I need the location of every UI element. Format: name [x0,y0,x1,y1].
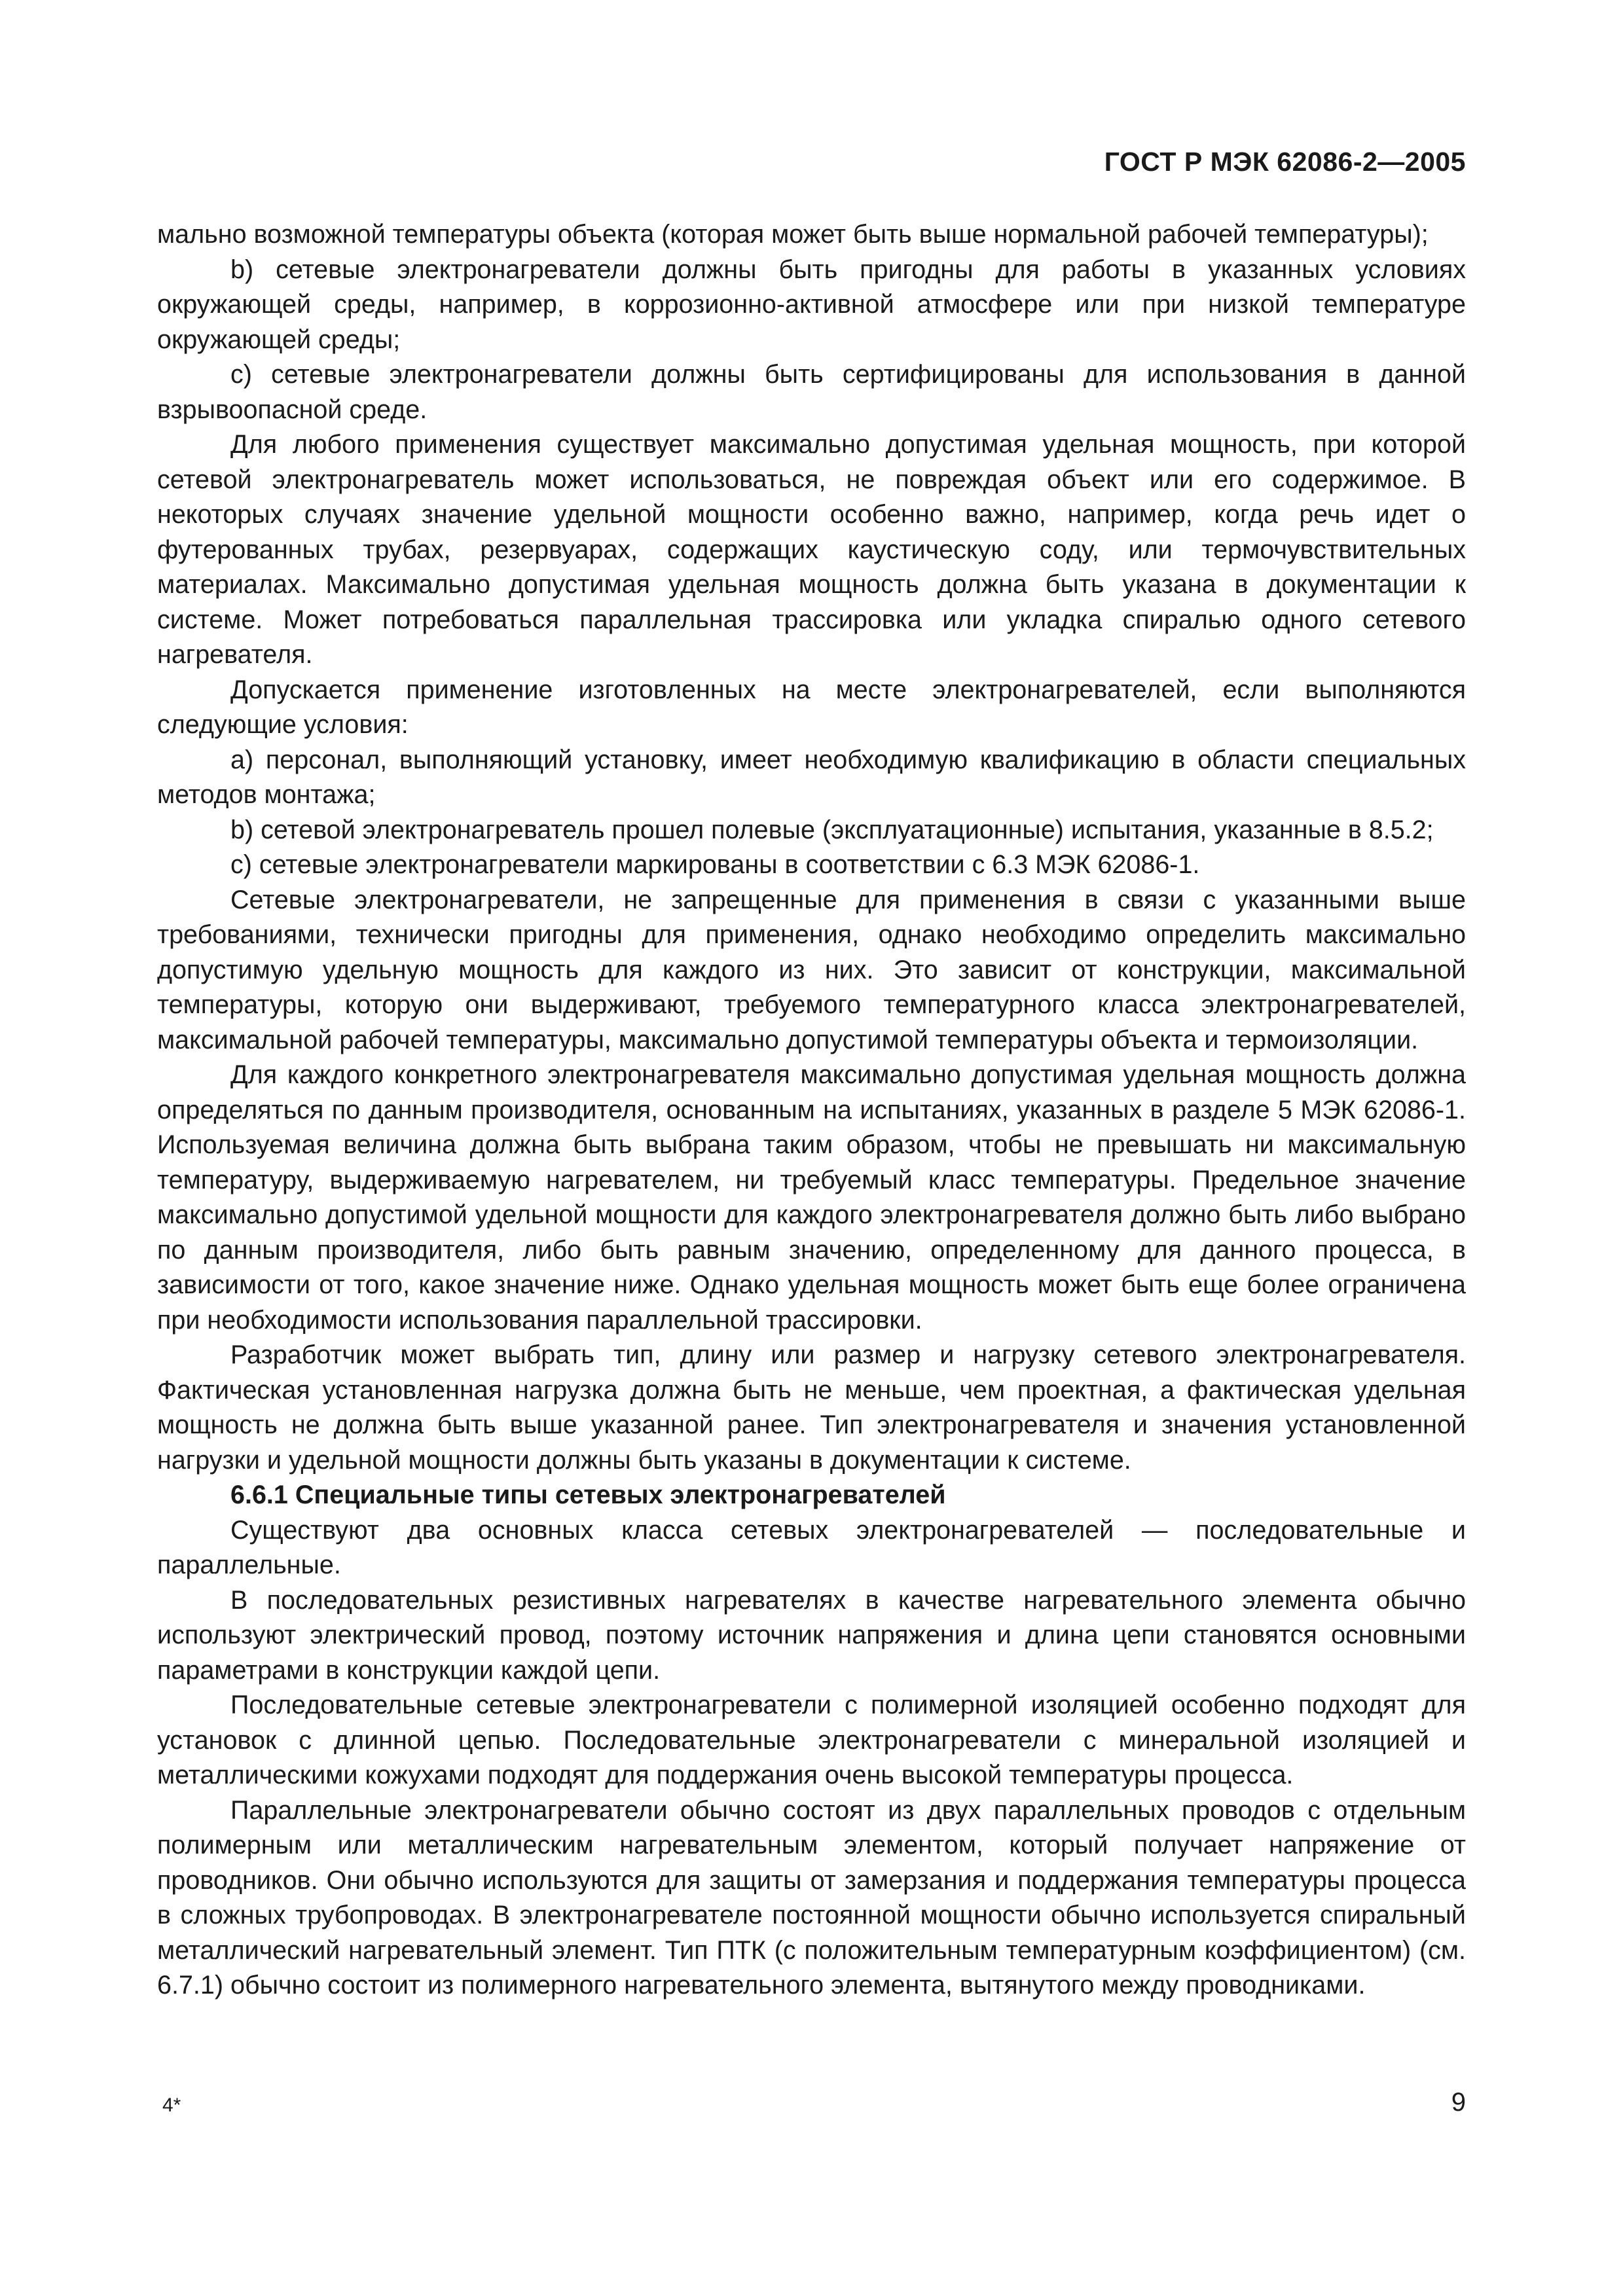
list-item-a: а) персонал, выполняющий установку, имеет необходимую квалификацию в области специальных методов монтажа; [157,745,1466,809]
page-number: 9 [1451,2088,1466,2117]
list-item-b: b) сетевые электронагреватели должны быть пригодны для работы в указанных условиях окружающей среды, например, в коррозионно-активной атмосфере или при низкой температуре окружающей среды; [157,255,1466,354]
list-item-b: b) сетевой электронагреватель прошел полевые (эксплуатационные) испытания, указанные в 8.5.2; [230,815,1434,844]
sheet-mark: 4* [162,2094,181,2116]
paragraph: Сетевые электронагреватели, не запрещенные для применения в связи с указанными выше требованиями, технически пригодны для применения, однако необходимо определить максимально допустимую удельную мощность для каждого из них. Это зависит от конструкции, максимальной температуры, которую они выдерживают, требуемого температурного класса электронагревателей, максимальной рабочей температуры, максимально допустимой температуры объекта и термоизоляции. [157,885,1466,1054]
paragraph: Существуют два основных класса сетевых электронагревателей — последовательные и параллельные. [157,1515,1466,1579]
section-heading: 6.6.1 Специальные типы сетевых электронагревателей [230,1480,946,1509]
paragraph-continuation: мально возможной температуры объекта (которая может быть выше нормальной рабочей температуры); [157,220,1429,249]
document-body [157,217,1466,2003]
paragraph: Последовательные сетевые электронагреватели с полимерной изоляцией особенно подходят для установок с длинной цепью. Последовательные электронагреватели с минеральной изоляцией и металлическими кожухами подходят для поддержания очень высокой температуры процесса. [157,1691,1466,1789]
paragraph: Для каждого конкретного электронагревателя максимально допустимая удельная мощность должна определяться по данным производителя, основанным на испытаниях, указанных в разделе 5 МЭК 62086-1. Используемая величина должна быть выбрана таким образом, чтобы не превышать ни максимальную температуру, выдерживаемую нагревателем, ни требуемый класс температуры. Предельное значение максимально допустимой удельной мощности для каждого электронагревателя должно быть либо выбрано по данным производителя, либо быть равным значению, определенному для данного процесса, в зависимости от того, какое значение ниже. Однако удельная мощность может быть еще более ограничена при необходимости использования параллельной трассировки. [157,1060,1466,1335]
document-header: ГОСТ Р МЭК 62086-2—2005 [1104,147,1466,177]
paragraph: Параллельные электронагреватели обычно состоят из двух параллельных проводов с отдельным полимерным или металлическим нагревательным элементом, который получает напряжение от проводников. Они обычно используются для защиты от замерзания и поддержания температуры процесса в сложных трубопроводах. В электронагревателе постоянной мощности обычно используется спиральный металлический нагревательный элемент. Тип ПТК (с положительным температурным коэффициентом) (см. 6.7.1) обычно состоит из полимерного нагревательного элемента, вытянутого между проводниками. [157,1795,1466,2000]
list-item-c: с) сетевые электронагреватели должны быть сертифицированы для использования в данной взрывоопасной среде. [157,360,1466,424]
paragraph: Допускается применение изготовленных на месте электронагревателей, если выполняются следующие условия: [157,675,1466,739]
paragraph: В последовательных резистивных нагревателях в качестве нагревательного элемента обычно используют электрический провод, поэтому источник напряжения и длина цепи становятся основными параметрами в конструкции каждой цепи. [157,1585,1466,1685]
paragraph: Разработчик может выбрать тип, длину или размер и нагрузку сетевого электронагревателя. Фактическая установленная нагрузка должна быть не меньше, чем проектная, а фактическая удельная мощность не должна быть выше указанной ранее. Тип электронагревателя и значения установленной нагрузки и удельной мощности должны быть указаны в документации к системе. [157,1340,1466,1475]
paragraph: Для любого применения существует максимально допустимая удельная мощность, при которой сетевой электронагреватель может использоваться, не повреждая объект или его содержимое. В некоторых случаях значение удельной мощности особенно важно, например, когда речь идет о футерованных трубах, резервуарах, содержащих каустическую соду, или термочувствительных материалах. Максимально допустимая удельная мощность должна быть указана в документации к системе. Может потребоваться параллельная трассировка или укладка спиралью одного сетевого нагревателя. [157,430,1466,669]
list-item-c: с) сетевые электронагреватели маркированы в соответствии с 6.3 МЭК 62086-1. [230,850,1200,879]
